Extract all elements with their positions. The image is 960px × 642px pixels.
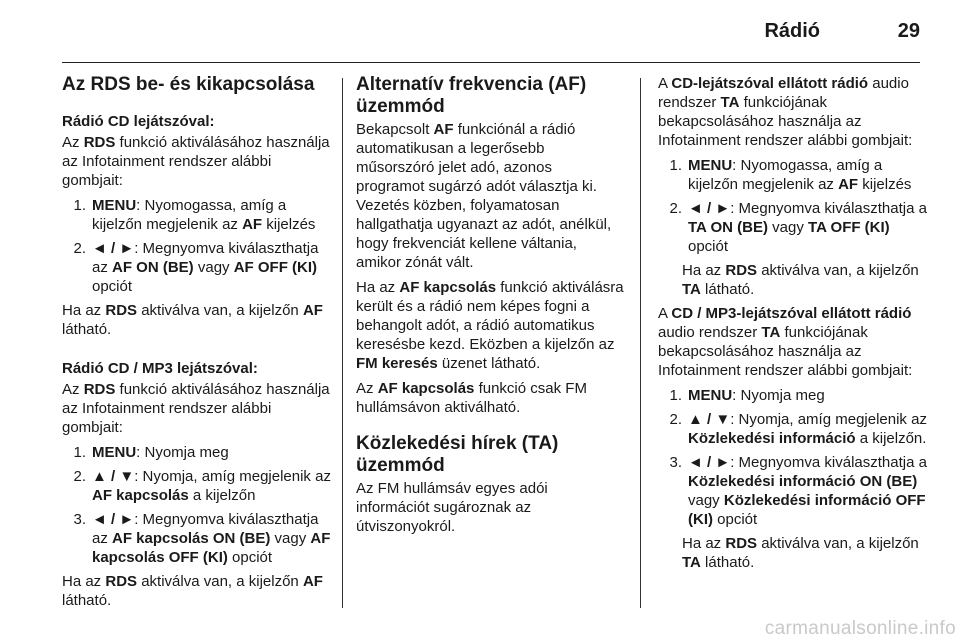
- paragraph: Az AF kapcsolás funkció csak FM hullámsávon aktiválható.: [356, 380, 587, 416]
- note: Ha az RDS aktiválva van, a kijelzőn TA látható.: [682, 535, 919, 571]
- watermark: carmanualsonline.info: [764, 618, 956, 639]
- list-item: 2. ▲ / ▼: Nyomja, amíg megjelenik az AF kapcsolás a kijelzőn: [73, 468, 331, 504]
- list-item: 2. ▲ / ▼: Nyomja, amíg megjelenik az Közlekedési információ a kijelzőn.: [669, 411, 927, 447]
- paragraph: Az RDS funkció aktiválásához használja az Infotainment rendszer alábbi gombjait:: [62, 134, 330, 189]
- paragraph: Az RDS funkció aktiválásához használja az Infotainment rendszer alábbi gombjait:: [62, 381, 330, 436]
- list-item: 1. MENU: Nyomja meg: [73, 444, 229, 461]
- list-item: 1. MENU: Nyomja meg: [669, 387, 825, 404]
- subheading: Rádió CD lejátszóval:: [62, 113, 215, 130]
- paragraph: A CD / MP3-lejátszóval ellátott rádió audio rendszer TA funkciójának bekapcsolásához használja az Infotainment rendszer alábbi gombjait:: [658, 305, 913, 379]
- subheading: Rádió CD / MP3 lejátszóval:: [62, 360, 258, 377]
- paragraph: Ha az RDS aktiválva van, a kijelzőn AF látható.: [62, 573, 323, 609]
- paragraph: Ha az RDS aktiválva van, a kijelzőn AF látható.: [62, 302, 323, 338]
- section-heading: Alternatív frekvencia (AF) üzemmód: [356, 74, 587, 117]
- list-item: 2. ◄ / ►: Megnyomva kiválaszthatja az AF ON (BE) vagy AF OFF (KI) opciót: [73, 240, 319, 295]
- page-title: Rádió: [764, 20, 820, 42]
- paragraph: Az FM hullámsáv egyes adói információt sugároznak az útviszonyokról.: [356, 480, 548, 535]
- note: Ha az RDS aktiválva van, a kijelzőn TA látható.: [682, 262, 919, 298]
- list-item: 3. ◄ / ►: Megnyomva kiválaszthatja a Közlekedési információ ON (BE) vagy Közlekedési információ OFF (KI) opciót: [669, 454, 927, 528]
- page-number: 29: [897, 20, 920, 42]
- list-item: 1. MENU: Nyomogassa, amíg a kijelzőn megjelenik az AF kijelzés: [669, 157, 912, 193]
- paragraph: Ha az AF kapcsolás funkció aktiválásra került és a rádió nem képes fogni a behangolt adót, a rádió automatikus keresésbe kezd. Eközben a kijelzőn az FM keresés üzenet látható.: [356, 279, 624, 372]
- list-item: 1. MENU: Nyomogassa, amíg a kijelzőn megjelenik az AF kijelzés: [73, 197, 316, 233]
- column-2: [356, 74, 624, 542]
- column-1: [62, 74, 332, 616]
- page-header: [62, 0, 920, 63]
- section-heading: Az RDS be- és kikapcsolása: [62, 74, 315, 95]
- column-divider: [342, 78, 343, 608]
- section-heading: Közlekedési hírek (TA) üzemmód: [356, 433, 559, 476]
- column-divider: [640, 78, 641, 608]
- paragraph: A CD-lejátszóval ellátott rádió audio rendszer TA funkciójának bekapcsolásához használja az Infotainment rendszer alábbi gombjait:: [658, 75, 913, 149]
- list-item: 3. ◄ / ►: Megnyomva kiválaszthatja az AF kapcsolás ON (BE) vagy AF kapcsolás OFF (KI) opciót: [73, 511, 331, 566]
- paragraph: Bekapcsolt AF funkciónál a rádió automatikusan a legerősebb műsorszóró jelet adó, azonos programot sugárzó adót választja ki. Vezetés közben, folyamatosan hallgathatja ugyanazt az adót, anélkül, hogy frekvenciát kellene váltania, amikor zónát vált.: [356, 121, 612, 271]
- list-item: 2. ◄ / ►: Megnyomva kiválaszthatja a TA ON (BE) vagy TA OFF (KI) opciót: [669, 200, 927, 255]
- column-3: [658, 74, 928, 577]
